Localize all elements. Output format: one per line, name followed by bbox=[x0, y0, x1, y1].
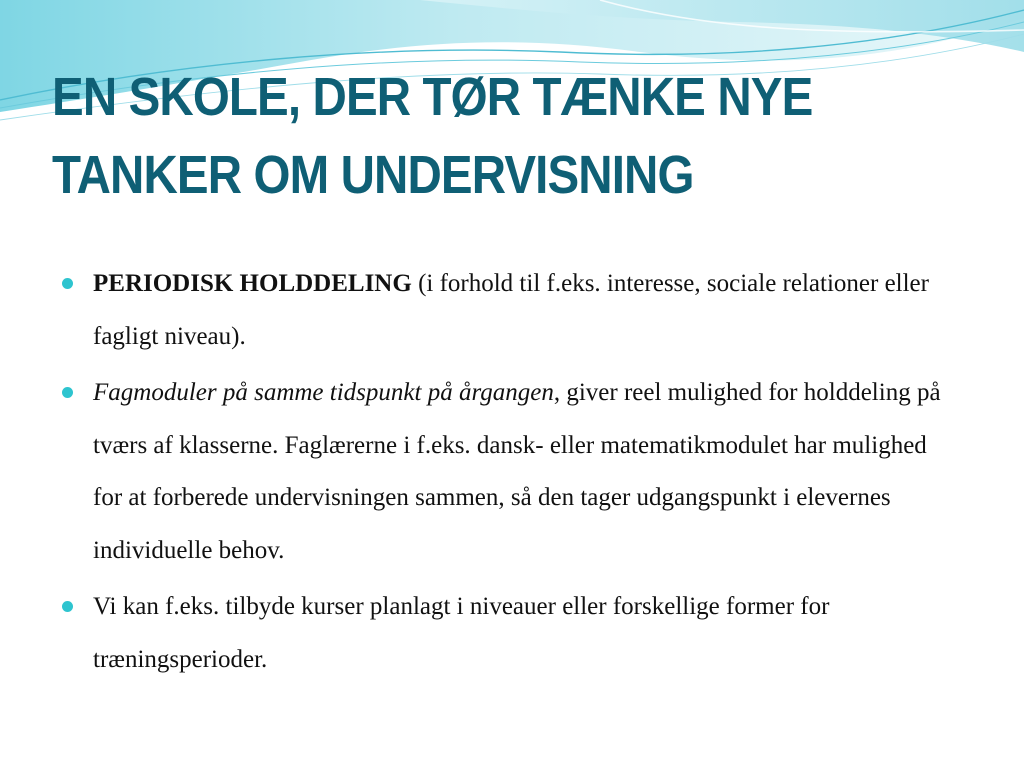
bullet-text: (i forhold til f.eks. interesse, sociale relationer eller fagligt niveau). bbox=[93, 270, 929, 350]
bullet-list bbox=[60, 258, 960, 690]
bullet-emphasis: Fagmoduler på samme tidspunkt på årgangen bbox=[93, 379, 554, 406]
bullet-dot-icon bbox=[62, 278, 73, 289]
title-line-2: TANKER OM UNDERVISNING bbox=[52, 145, 694, 205]
bullet-text: , giver reel mulighed for holddeling på tværs af klasserne. Faglærerne i f.eks. dansk- eller matematikmodulet har mulighed for at forberede undervisningen sammen, så den tager udgangspunkt i elevernes individuelle behov. bbox=[93, 379, 941, 564]
list-item bbox=[60, 581, 960, 686]
bullet-text: Vi kan f.eks. tilbyde kurser planlagt i niveauer eller forskellige former for træningsperioder. bbox=[93, 593, 830, 673]
list-item bbox=[60, 258, 960, 363]
bullet-emphasis: PERIODISK HOLDDELING bbox=[93, 270, 412, 297]
bullet-dot-icon bbox=[62, 601, 73, 612]
bullet-dot-icon bbox=[62, 387, 73, 398]
list-item bbox=[60, 367, 960, 577]
page-title bbox=[52, 58, 879, 214]
title-line-1: EN SKOLE, DER TØR TÆNKE NYE bbox=[52, 67, 813, 127]
